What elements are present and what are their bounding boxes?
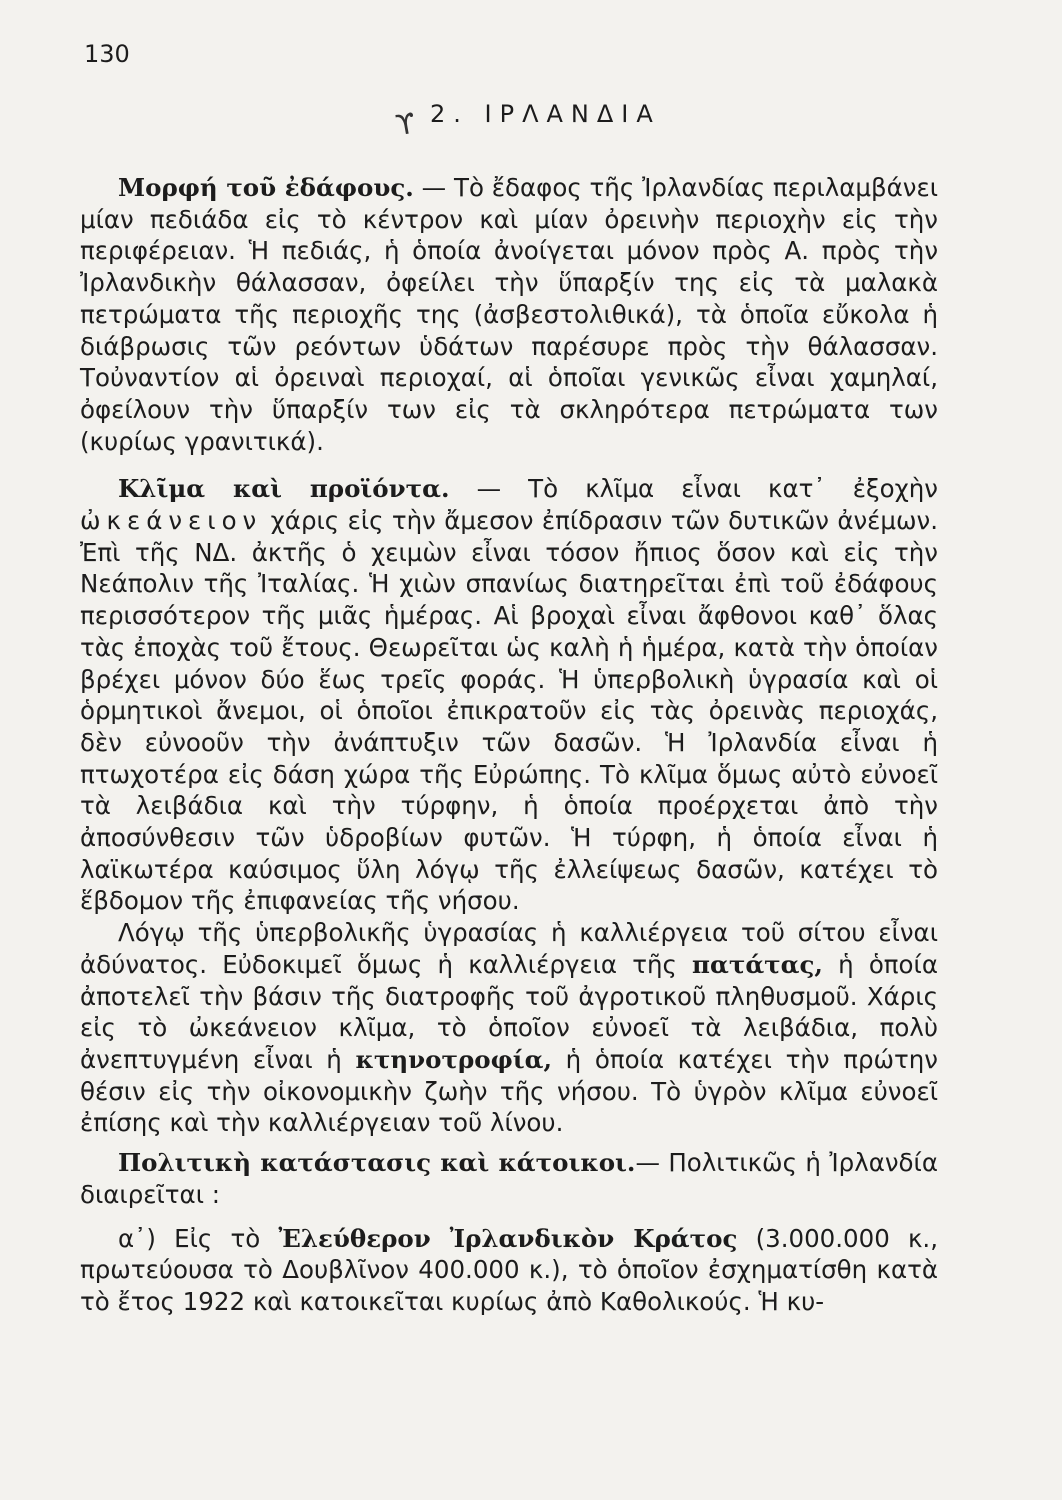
pencil-mark: ϒ <box>393 106 419 143</box>
heading-climate: Κλῖμα καὶ προϊόντα. <box>118 474 450 504</box>
page-number: 130 <box>84 40 130 68</box>
list-item-a <box>80 1223 938 1318</box>
section-title: 2. ΙΡΛΑΝΔΙΑ <box>430 100 661 128</box>
text-politics: — Πολιτικῶς ἡ Ἰρλανδία διαιρεῖται : <box>80 1148 938 1209</box>
text-agri-3: ἡ ὁποία κατέχει τὴν πρώτην θέσιν εἰς τὴν οἰκονομικὴν ζωὴν τῆς νήσου. Τὸ ὑγρὸν κλῖμα εὐνοεῖ ἐπίσης καὶ τὴν καλλιέργειαν τοῦ λίνου. <box>80 1044 938 1138</box>
text-climate-1: — Τὸ κλῖμα εἶναι κατ᾽ ἐξοχὴν <box>476 474 938 504</box>
heading-politics: Πολιτικὴ κατάστασις καὶ κάτοικοι. <box>118 1148 636 1178</box>
spaced-word: ὠκεάνειον <box>80 506 263 536</box>
item-a-prefix: α᾽) Εἰς τὸ <box>118 1223 279 1253</box>
text-relief: — Τὸ ἔδαφος τῆς Ἰρλανδίας περιλαμβάνει μίαν πεδιάδα εἰς τὸ κέντρον καὶ μίαν ὀρεινὴν περιοχὴν εἰς τὴν περιφέρειαν. Ἡ πεδιάς, ἡ ὁποία ἀνοίγεται μόνον πρὸς Α. πρὸς τὴν Ἰρλανδικὴν θάλασσαν, ὀφείλει τὴν ὕπαρξίν της εἰς τὰ μαλακὰ πετρώματα τῆς περιοχῆς της (ἀσβεστολιθικά), τὰ ὁποῖα εὔκολα ἡ διάβρωσις τῶν ρεόντων ὑδάτων παρέσυρε πρὸς τὴν θάλασσαν. Τοὐναντίον αἱ ὀρειναὶ περιοχαί, αἱ ὁποῖαι γενικῶς εἶναι χαμηλαί, ὀφείλουν τὴν ὕπαρξίν των εἰς τὰ σκληρότερα πετρώματα των (κυρίως γρανιτικά). <box>80 173 938 456</box>
item-a-text: (3.000.000 κ., πρωτεύουσα τὸ Δουβλῖνον 400.000 κ.), τὸ ὁποῖον ἐσχηματίσθη κατὰ τὸ ἔτος 1922 καὶ κατοικεῖται κυρίως ἀπὸ Καθολικούς. Ἡ κυ- <box>80 1223 938 1316</box>
text-climate-2: χάρις εἰς τὴν ἄμεσον ἐπίδρασιν τῶν δυτικῶν ἀνέμων. Ἐπὶ τῆς ΝΔ. ἀκτῆς ὁ χειμὼν εἶναι τόσον ἤπιος ὅσον καὶ εἰς τὴν Νεάπολιν τῆς Ἰταλίας. Ἡ χιὼν σπανίως διατηρεῖται ἐπὶ τοῦ ἐδάφους περισσότερον τῆς μιᾶς ἡμέρας. Αἱ βροχαὶ εἶναι ἄφθονοι καθ᾽ ὅλας τὰς ἐποχὰς τοῦ ἔτους. Θεωρεῖται ὡς καλὴ ἡ ἡμέρα, κατὰ τὴν ὁποίαν βρέχει μόνον δύο ἕως τρεῖς φοράς. Ἡ ὑπερβολικὴ ὑγρασία καὶ οἱ ὁρμητικοὶ ἄνεμοι, οἱ ὁποῖοι ἐπικρατοῦν εἰς τὰς ὀρεινὰς περιοχάς, δὲν εὐνοοῦν τὴν ἀνάπτυξιν τῶν δασῶν. Ἡ Ἰρλανδία εἶναι ἡ πτωχοτέρα εἰς δάση χώρα τῆς Εὐρώπης. Τὸ κλῖμα ὅμως αὐτὸ εὐνοεῖ τὰ λειβάδια καὶ τὴν τύρφην, ἡ ὁποία προέρχεται ἀπὸ τὴν ἀποσύνθεσιν τῶν ὑδροβίων φυτῶν. Ἡ τύρφη, ἡ ὁποία εἶναι ἡ λαϊκωτέρα καύσιμος ὕλη λόγῳ τῆς ἐλλείψεως δασῶν, κατέχει τὸ ἕβδομον τῆς ἐπιφανείας τῆς νήσου. <box>80 506 938 916</box>
text-agri-2: ἡ ὁποία ἀποτελεῖ τὴν βάσιν τῆς διατροφῆς τοῦ ἀγροτικοῦ πληθυσμοῦ. Χάρις εἰς τὸ ὠκεάνειον κλῖμα, τὸ ὁποῖον εὐνοεῖ τὰ λειβάδια, πολὺ ἀνεπτυγμένη εἶναι ἡ <box>80 949 938 1074</box>
paragraph-climate <box>80 473 938 917</box>
item-a-bold: Ἐλεύθερον Ἰρλανδικὸν Κράτος <box>278 1223 738 1253</box>
bold-potato: πατάτας, <box>692 949 823 979</box>
bold-livestock: κτηνοτροφία, <box>355 1044 552 1074</box>
paragraph-politics <box>80 1147 938 1210</box>
heading-relief: Μορφή τοῦ ἐδάφους. <box>118 173 414 202</box>
text-agri-1: Λόγῳ τῆς ὑπερβολικῆς ὑγρασίας ἡ καλλιέργεια τοῦ σίτου εἶναι ἀδύνατος. Εὐδοκιμεῖ ὅμως ἡ καλλιέργεια τῆς <box>80 918 938 979</box>
body-text <box>80 172 938 1318</box>
paragraph-agriculture <box>80 917 938 1139</box>
paragraph-relief <box>80 172 938 457</box>
